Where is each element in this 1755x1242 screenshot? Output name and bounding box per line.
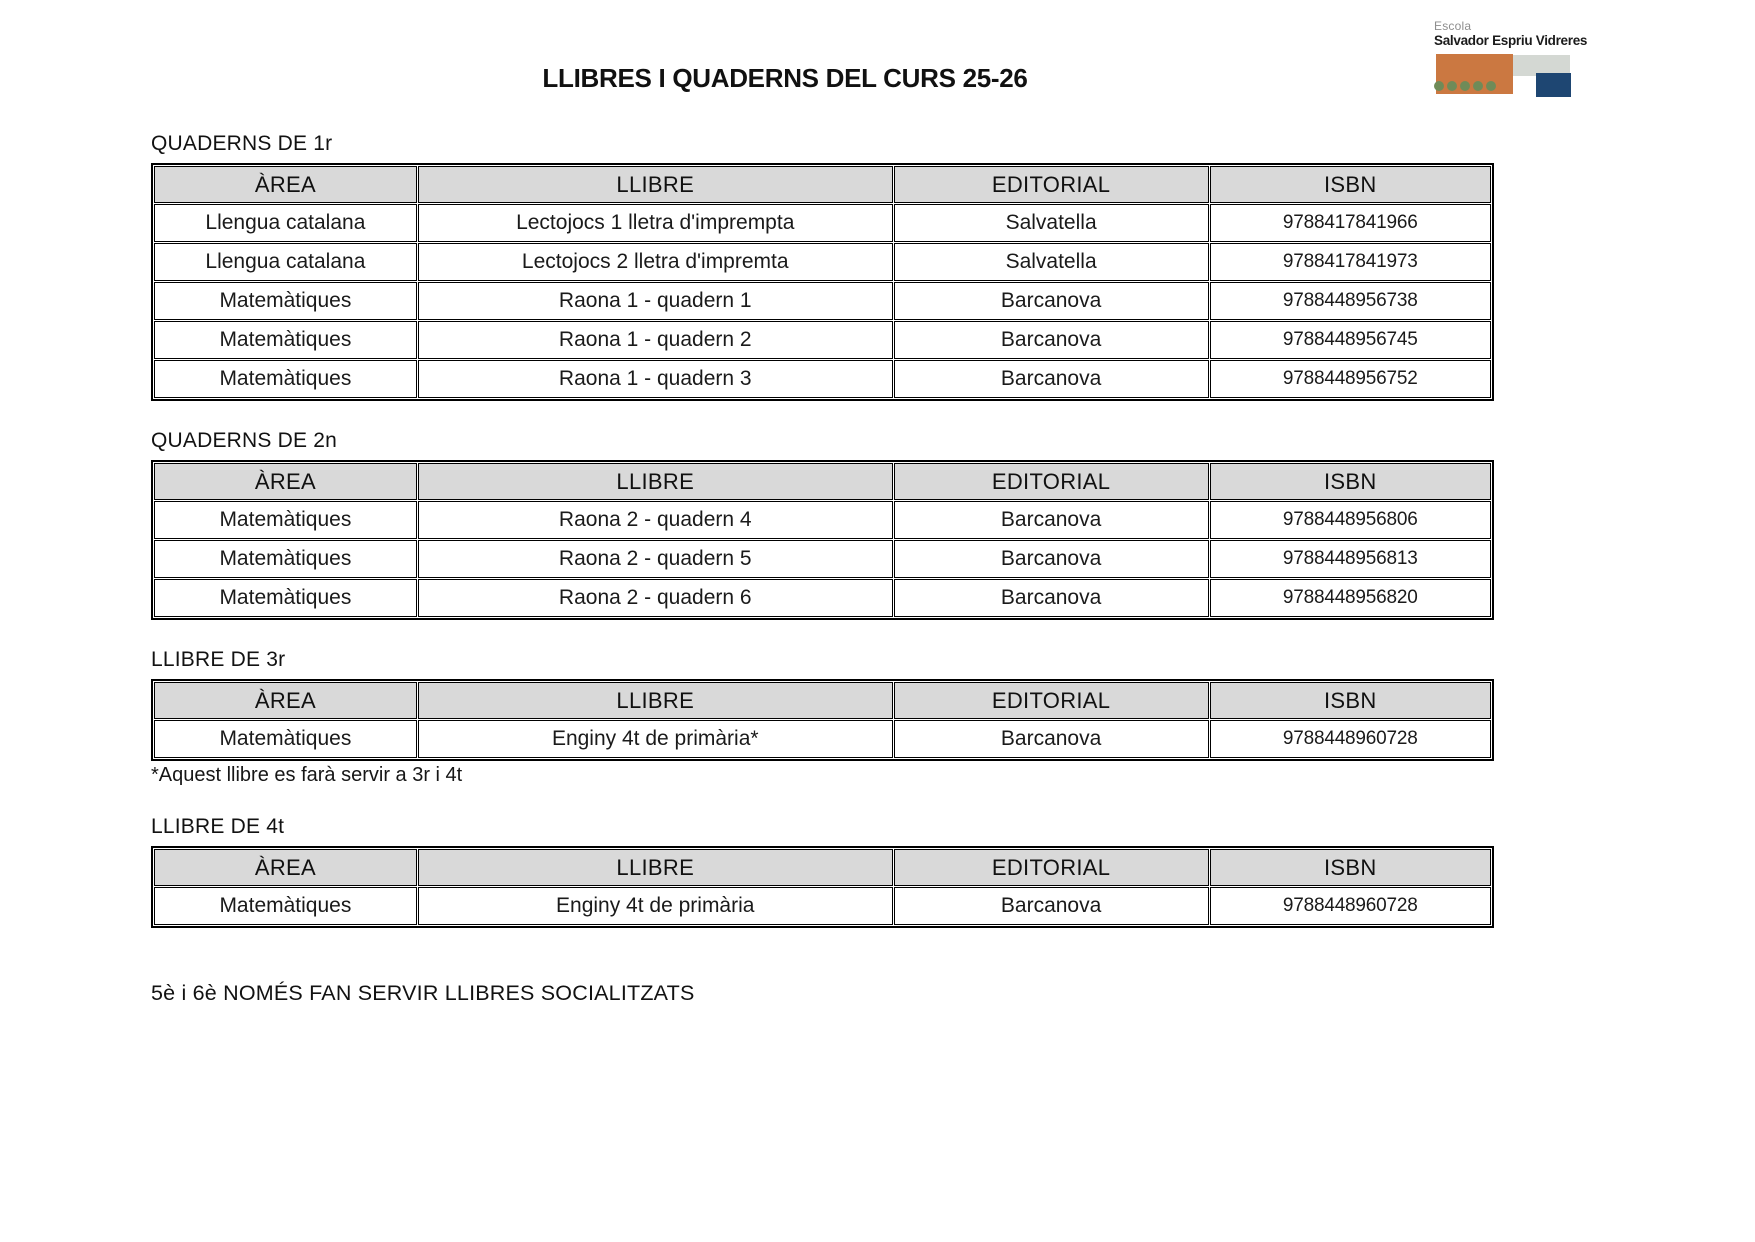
cell-area: Matemàtiques [154,540,417,578]
table-row [154,540,1491,578]
column-header-area: ÀREA [154,166,417,203]
document-content [151,131,1494,1006]
logo-dot [1460,81,1470,91]
cell-area: Matemàtiques [154,321,417,359]
cell-editorial: Barcanova [894,579,1209,617]
cell-isbn: 9788448960728 [1210,720,1492,758]
cell-editorial: Barcanova [894,321,1209,359]
cell-area: Matemàtiques [154,887,417,925]
cell-isbn: 9788417841973 [1210,243,1492,281]
column-header-editorial: EDITORIAL [894,166,1209,203]
table-header-row [154,463,1491,500]
cell-llibre: Enginy 4t de primària [418,887,893,925]
column-header-isbn: ISBN [1210,849,1492,886]
column-header-editorial: EDITORIAL [894,463,1209,500]
cell-llibre: Raona 2 - quadern 5 [418,540,893,578]
section-heading: QUADERNS DE 2n [151,429,338,452]
logo-blue-rect [1536,73,1571,97]
cell-isbn: 9788448956820 [1210,579,1492,617]
logo-dot [1473,81,1483,91]
cell-area: Matemàtiques [154,579,417,617]
cell-editorial: Barcanova [894,540,1209,578]
cell-llibre: Lectojocs 1 lletra d'imprempta [418,204,893,242]
book-section [151,131,1494,401]
cell-isbn: 9788448956813 [1210,540,1492,578]
cell-area: Matemàtiques [154,720,417,758]
cell-area: Matemàtiques [154,282,417,320]
table-row [154,321,1491,359]
book-sections [151,131,1494,928]
cell-llibre: Lectojocs 2 lletra d'impremta [418,243,893,281]
books-table [151,460,1494,620]
table-header-row [154,682,1491,719]
cell-editorial: Salvatella [894,204,1209,242]
cell-llibre: Raona 2 - quadern 6 [418,579,893,617]
cell-editorial: Barcanova [894,360,1209,398]
cell-isbn: 9788448960728 [1210,887,1492,925]
logo-artwork [1434,54,1584,100]
logo-school-name-label: Salvador Espriu Vidreres [1434,33,1588,48]
cell-editorial: Salvatella [894,243,1209,281]
cell-llibre: Raona 2 - quadern 4 [418,501,893,539]
column-header-area: ÀREA [154,849,417,886]
book-section [151,428,1494,620]
logo-dot [1486,81,1496,91]
school-logo [1434,19,1588,100]
section-heading: QUADERNS DE 1r [151,132,333,155]
section-heading: LLIBRE DE 3r [151,648,286,671]
cell-isbn: 9788448956806 [1210,501,1492,539]
book-section [151,647,1494,787]
cell-isbn: 9788417841966 [1210,204,1492,242]
cell-area: Matemàtiques [154,360,417,398]
cell-editorial: Barcanova [894,501,1209,539]
table-header-row [154,166,1491,203]
cell-llibre: Raona 1 - quadern 3 [418,360,893,398]
logo-school-type-label: Escola [1434,19,1472,33]
books-table [151,846,1494,928]
table-footnote: *Aquest llibre es farà servir a 3r i 4t [151,764,463,786]
cell-area: Matemàtiques [154,501,417,539]
column-header-editorial: EDITORIAL [894,849,1209,886]
column-header-area: ÀREA [154,682,417,719]
table-row [154,204,1491,242]
table-row [154,720,1491,758]
cell-editorial: Barcanova [894,282,1209,320]
cell-isbn: 9788448956738 [1210,282,1492,320]
cell-editorial: Barcanova [894,887,1209,925]
books-table [151,163,1494,401]
cell-llibre: Raona 1 - quadern 1 [418,282,893,320]
logo-dot [1434,81,1444,91]
table-row [154,887,1491,925]
table-row [154,501,1491,539]
logo-dot [1447,81,1457,91]
column-header-isbn: ISBN [1210,463,1492,500]
column-header-isbn: ISBN [1210,682,1492,719]
book-section [151,814,1494,928]
cell-llibre: Enginy 4t de primària* [418,720,893,758]
column-header-editorial: EDITORIAL [894,682,1209,719]
page-title: LLIBRES I QUADERNS DEL CURS 25-26 [542,63,1028,93]
table-row [154,360,1491,398]
cell-area: Llengua catalana [154,243,417,281]
logo-green-dots [1434,81,1496,91]
column-header-llibre: LLIBRE [418,463,893,500]
cell-isbn: 9788448956752 [1210,360,1492,398]
cell-area: Llengua catalana [154,204,417,242]
cell-isbn: 9788448956745 [1210,321,1492,359]
column-header-llibre: LLIBRE [418,682,893,719]
books-table [151,679,1494,761]
column-header-llibre: LLIBRE [418,166,893,203]
column-header-area: ÀREA [154,463,417,500]
table-row [154,579,1491,617]
cell-llibre: Raona 1 - quadern 2 [418,321,893,359]
footer-note: 5è i 6è NOMÉS FAN SERVIR LLIBRES SOCIALITZATS [151,981,695,1005]
section-heading: LLIBRE DE 4t [151,815,285,838]
table-row [154,282,1491,320]
column-header-isbn: ISBN [1210,166,1492,203]
table-header-row [154,849,1491,886]
table-row [154,243,1491,281]
column-header-llibre: LLIBRE [418,849,893,886]
cell-editorial: Barcanova [894,720,1209,758]
